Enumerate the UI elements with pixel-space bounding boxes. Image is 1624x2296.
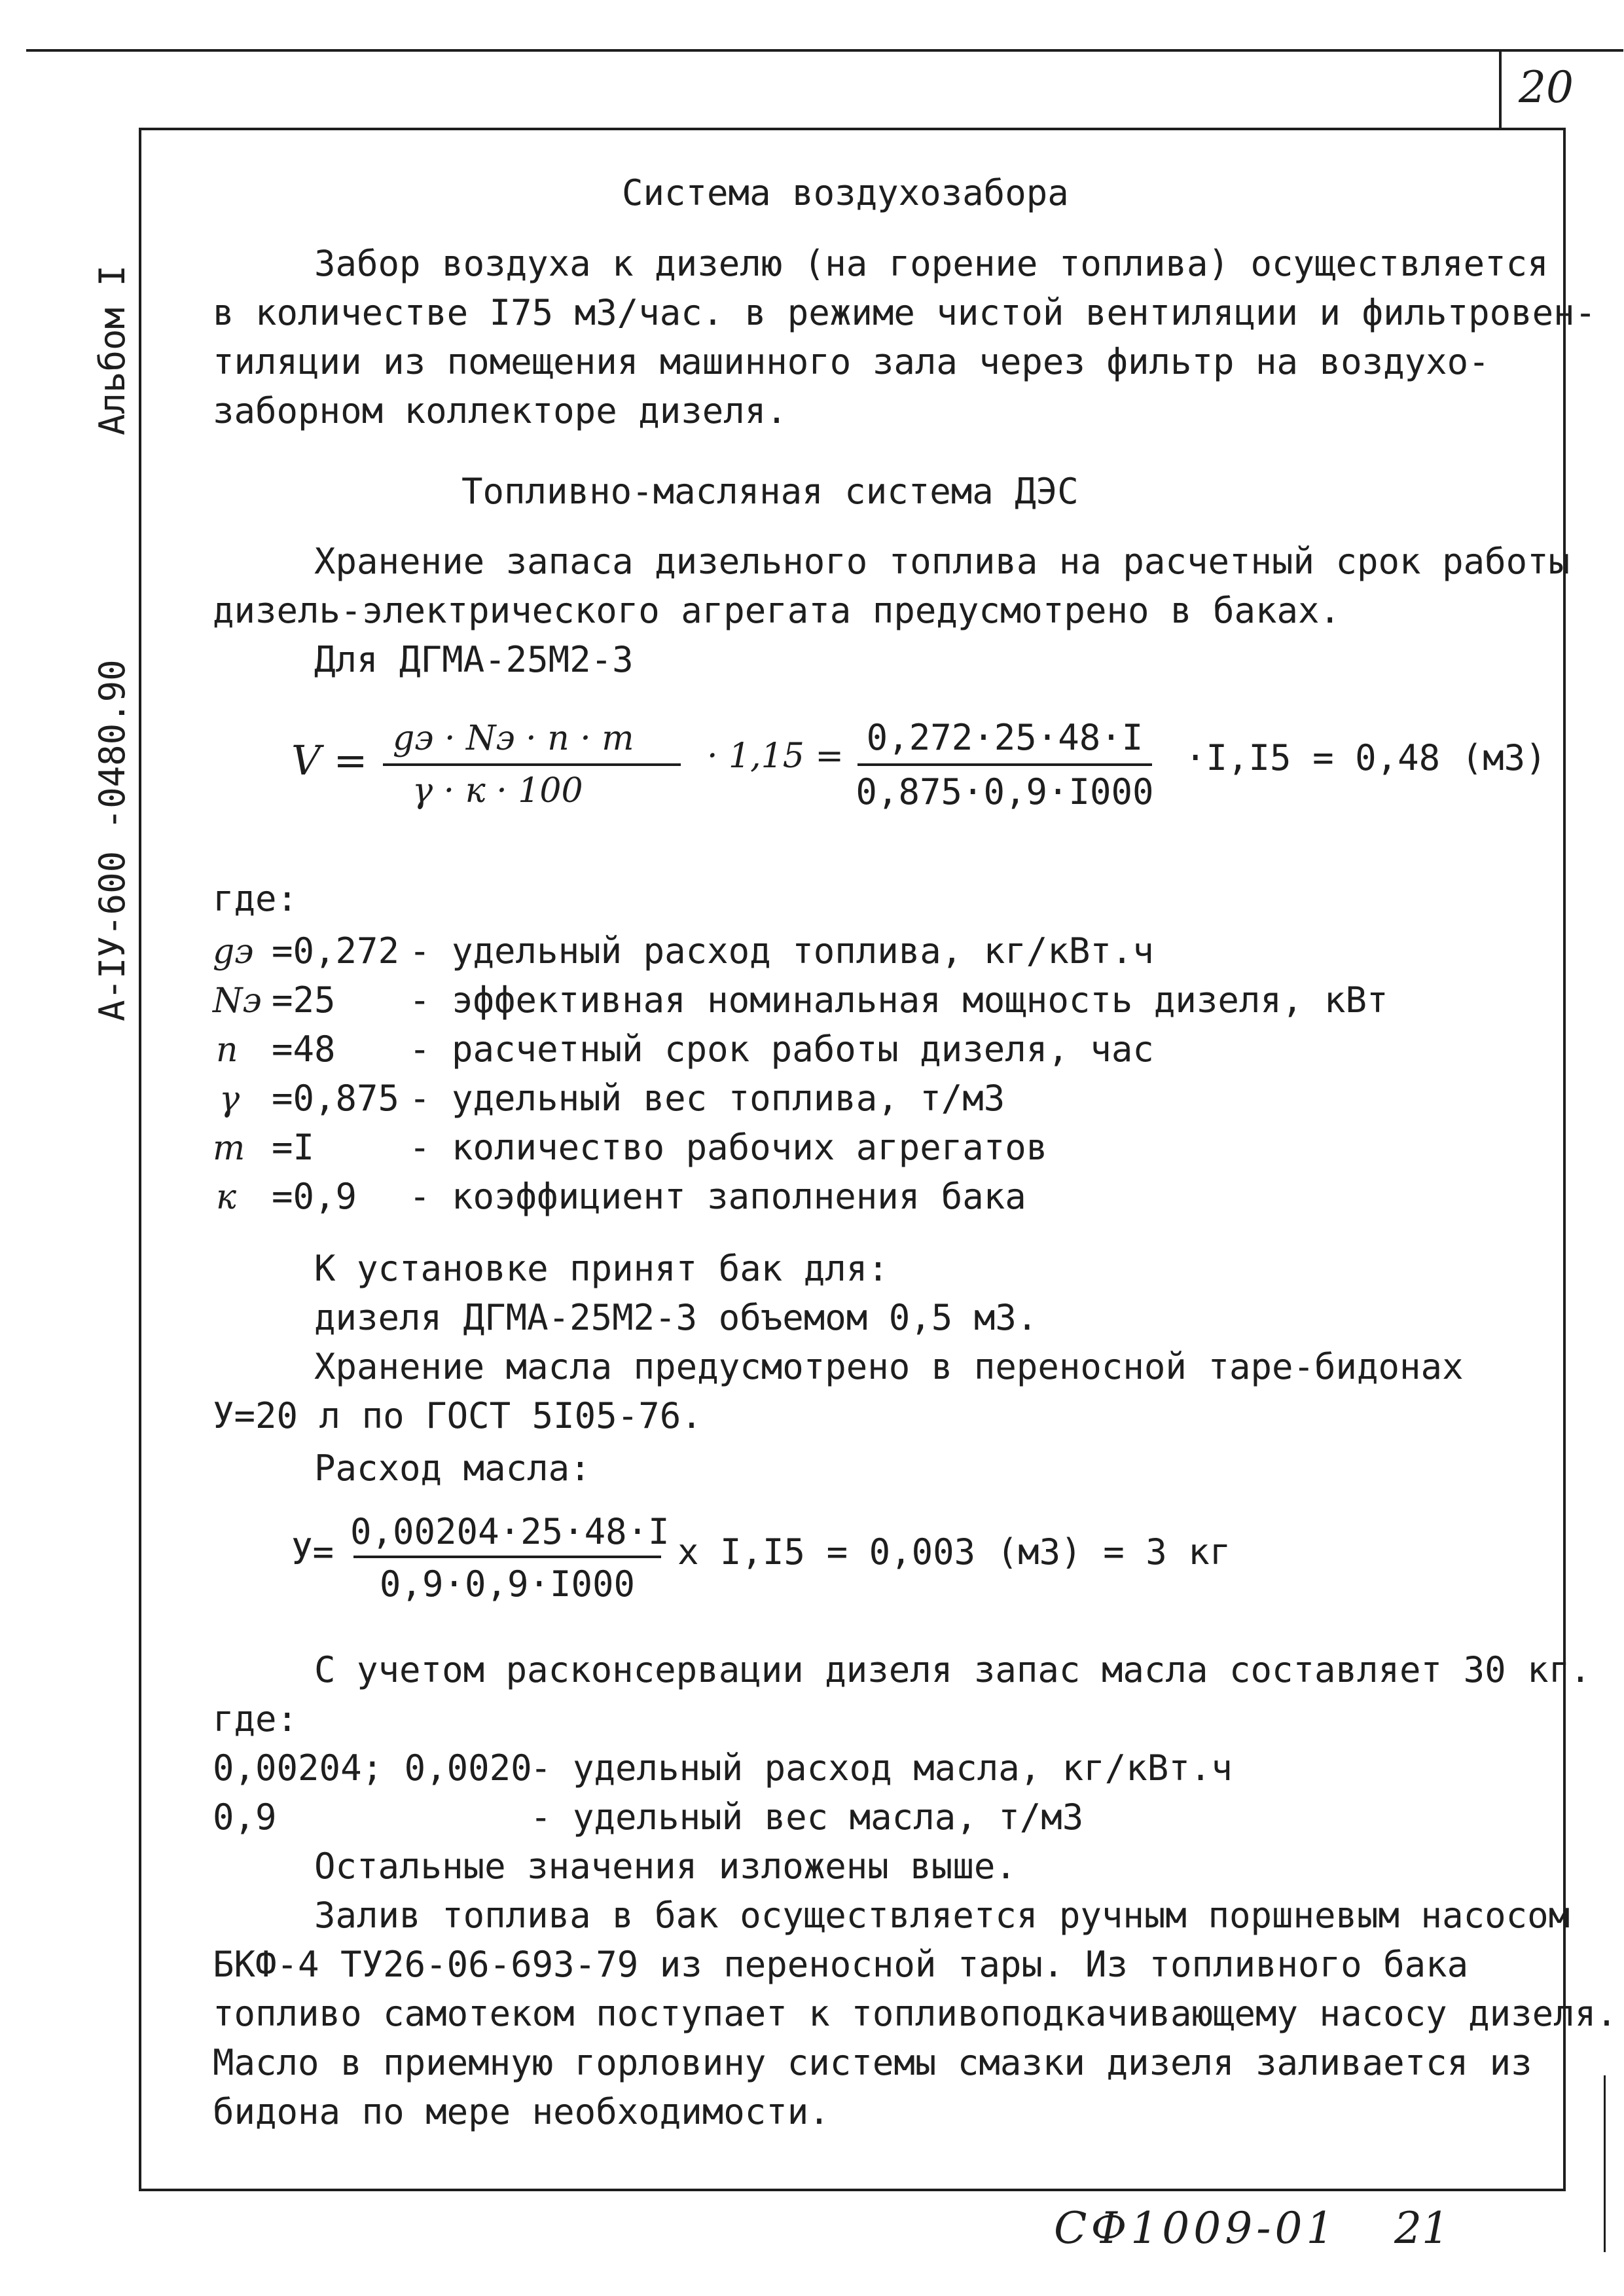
section2-line: Хранение запаса дизельного топлива на расчетный срок работы: [314, 541, 1570, 582]
legend-value: =0,9: [272, 1176, 357, 1217]
legend-description: - коэффициент заполнения бака: [409, 1176, 1026, 1217]
legend-value: =0,875: [272, 1078, 400, 1119]
section1-line: тиляции из помещения машинного зала через фильтр на воздухо-: [213, 341, 1490, 382]
tank-line: У=20 л по ГОСТ 5I05-76.: [213, 1395, 702, 1436]
section1-line: Забор воздуха к дизелю (на горение топлива) осуществляется: [314, 243, 1549, 284]
legend-description: - удельный вес топлива, т/м3: [409, 1078, 1005, 1119]
where-label-2: где:: [213, 1698, 298, 1740]
legend-value: 0,00204; 0,0020: [213, 1747, 532, 1789]
formula1-symbolic-denominator: γ · к · 100: [412, 771, 583, 811]
where-label: где:: [213, 878, 298, 919]
formula2-result: x I,I5 = 0,003 (м3) = 3 кг: [677, 1531, 1231, 1573]
frame-left: [139, 128, 141, 2190]
top-rule: [26, 49, 1623, 52]
legend-description: - удельный вес масла, т/м3: [530, 1796, 1084, 1838]
legend-description: - удельный расход топлива, кг/кВт.ч: [409, 930, 1154, 972]
frame-bottom: [139, 2189, 1566, 2191]
formula2-numerator: 0,00204·25·48·I: [350, 1511, 670, 1552]
tank-line: К установке принят бак для:: [314, 1248, 889, 1289]
legend-value: =25: [272, 979, 336, 1021]
formula1-symbolic-numerator: gэ · Nэ · n · m: [393, 719, 634, 758]
legend-value: 0,9: [213, 1796, 277, 1838]
note-line: Остальные значения изложены выше.: [314, 1846, 1017, 1887]
frame-top: [139, 128, 1566, 130]
section2-line: Для ДГМА-25М2-3: [314, 639, 634, 680]
formula2-lhs: У=: [291, 1531, 334, 1573]
album-label: Альбом I: [92, 264, 133, 435]
formula1-denominator: 0,875·0,9·I000: [856, 771, 1154, 812]
legend-description: - эффективная номинальная мощность дизеля, кВт: [409, 979, 1388, 1021]
final-paragraph-line: БКФ-4 ТУ26-06-693-79 из переносной тары. Из топливного бака: [213, 1944, 1469, 1985]
footer-sheet-number: 21: [1394, 2203, 1449, 2253]
margin-dash-line: [1604, 2075, 1606, 2252]
final-paragraph-line: Залив топлива в бак осуществляется ручным поршневым насосом: [314, 1895, 1570, 1936]
formula1-symbolic-bar: [383, 763, 681, 766]
section1-line: заборном коллекторе дизеля.: [213, 390, 787, 431]
tank-line: Расход масла:: [314, 1448, 591, 1489]
tank-line: Хранение масла предусмотрено в переносной таре-бидонах: [314, 1346, 1464, 1387]
formula1-fraction-bar: [857, 763, 1152, 766]
frame-right: [1563, 128, 1566, 2190]
tank-line: дизеля ДГМА-25М2-3 объемом 0,5 м3.: [314, 1297, 1038, 1338]
section1-heading: Система воздухозабора: [622, 172, 1069, 213]
legend-description: - удельный расход масла, кг/кВт.ч: [530, 1747, 1233, 1789]
final-paragraph-line: бидона по мере необходимости.: [213, 2091, 830, 2132]
section1-line: в количестве I75 м3/час. в режиме чистой вентиляции и фильтровен-: [213, 292, 1597, 333]
legend-value: =48: [272, 1029, 336, 1070]
legend-symbol: γ: [219, 1080, 240, 1119]
legend-symbol: Nэ: [213, 981, 262, 1021]
formula2-fraction-bar: [353, 1556, 661, 1558]
formula2-denominator: 0,9·0,9·I000: [379, 1563, 636, 1605]
section2-heading: Топливно-масляная система ДЭС: [461, 471, 1079, 512]
final-paragraph-line: Масло в приемную горловину системы смазки дизеля заливается из: [213, 2042, 1532, 2083]
document-code-label: А-IУ-600 -0480.90: [92, 659, 133, 1021]
final-paragraph-line: топливо самотеком поступает к топливоподкачивающему насосу дизеля.: [213, 1993, 1617, 2034]
formula1-lhs: V =: [291, 737, 368, 784]
page-number: 20: [1519, 62, 1574, 113]
legend-value: =I: [272, 1127, 315, 1168]
formula1-result: ·I,I5 = 0,48 (м3): [1185, 737, 1547, 778]
footer-document-code: СФ1009-01: [1054, 2203, 1338, 2253]
oil-reserve-line: С учетом расконсервации дизеля запас масла составляет 30 кг.: [314, 1649, 1591, 1690]
legend-symbol: к: [216, 1178, 237, 1217]
legend-symbol: n: [216, 1030, 238, 1070]
section2-line: дизель-электрического агрегата предусмотрено в баках.: [213, 590, 1341, 631]
legend-description: - количество рабочих агрегатов: [409, 1127, 1048, 1168]
page-number-box-left: [1499, 49, 1502, 128]
formula1-multiplier: · 1,15 =: [707, 737, 844, 776]
legend-value: =0,272: [272, 930, 400, 972]
legend-description: - расчетный срок работы дизеля, час: [409, 1029, 1154, 1070]
formula1-numerator: 0,272·25·48·I: [866, 717, 1144, 758]
legend-symbol: gэ: [213, 932, 254, 972]
legend-symbol: m: [213, 1129, 245, 1168]
